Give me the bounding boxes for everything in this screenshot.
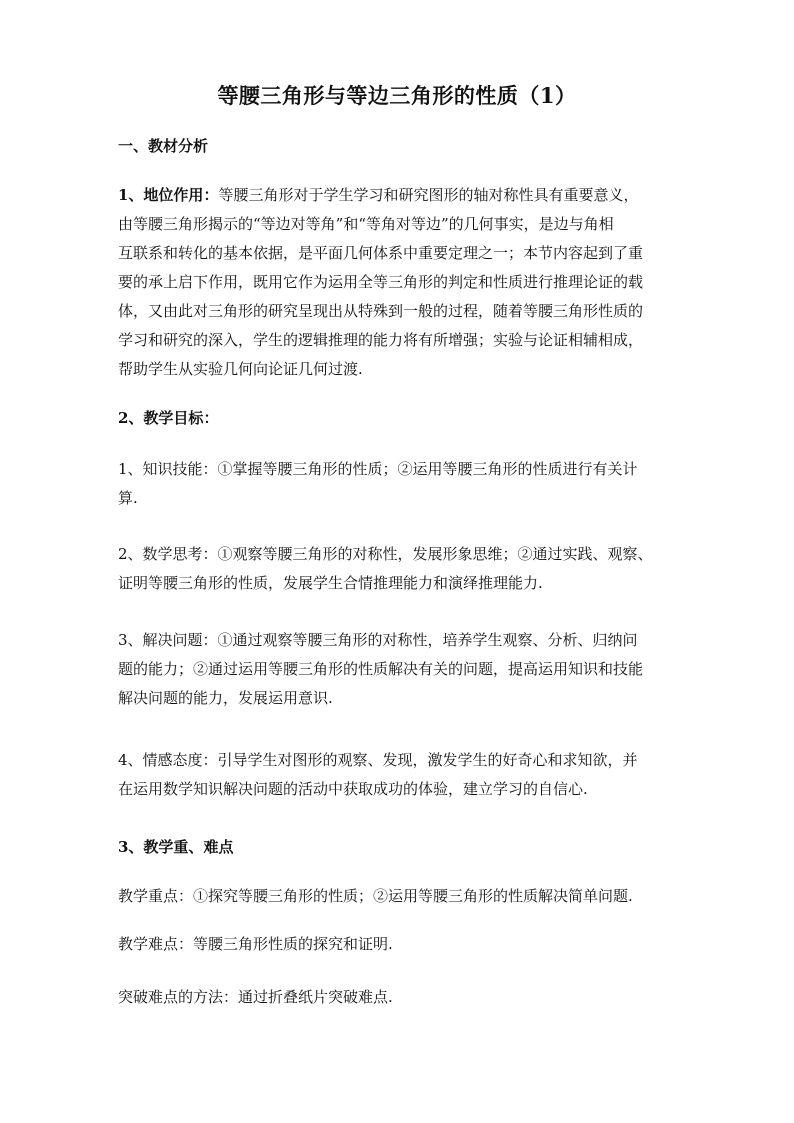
position-line-5: 体，又由此对三角形的研究呈现出从特殊到一般的过程，随着等腰三角形性质的	[118, 302, 644, 320]
position-line-1-text: 等腰三角形对于学生学习和研究图形的轴对称性具有重要意义，	[218, 186, 639, 204]
goal-attitude	[118, 746, 680, 804]
position-paragraph	[118, 181, 680, 384]
goals-heading: 2、教学目标：	[118, 409, 219, 427]
goal-4-line-1: 4、情感态度：引导学生对图形的观察、发现，激发学生的好奇心和求知欲，并	[118, 751, 638, 769]
difficulty-text: 教学难点：等腰三角形性质的探究和证明.	[118, 935, 393, 953]
position-line-7: 帮助学生从实验几何向论证几何过渡.	[118, 360, 363, 378]
position-line-4: 要的承上启下作用，既用它作为运用全等三角形的判定和性质进行推理论证的载	[118, 273, 644, 291]
goal-3-line-1: 3、解决问题：①通过观察等腰三角形的对称性，培养学生观察、分析、归纳问	[118, 631, 638, 649]
position-label: 1、地位作用：	[118, 186, 219, 204]
goal-3-line-3: 解决问题的能力，发展运用意识.	[118, 689, 333, 707]
key-point-text: 教学重点：①探究等腰三角形的性质；②运用等腰三角形的性质解决简单问题.	[118, 887, 633, 905]
section-heading-textbook-analysis: 一、教材分析	[118, 137, 209, 155]
goal-math-thinking	[118, 540, 680, 598]
keypoints-heading: 3、教学重、难点	[118, 838, 234, 856]
goal-4-line-2: 在运用数学知识解决问题的活动中获取成功的体验，建立学习的自信心.	[118, 780, 588, 798]
position-line-3: 互联系和转化的基本依据，是平面几何体系中重要定理之一；本节内容起到了重	[118, 244, 644, 262]
document-title: 等腰三角形与等边三角形的性质（1）	[217, 83, 577, 108]
position-line-2: 由等腰三角形揭示的“等边对等角”和“等角对等边”的几何事实，是边与角相	[118, 215, 614, 233]
goal-2-line-2: 证明等腰三角形的性质，发展学生合情推理能力和演绎推理能力.	[118, 574, 543, 592]
goal-problem-solving	[118, 626, 680, 713]
method-text: 突破难点的方法：通过折叠纸片突破难点.	[118, 988, 393, 1006]
goal-3-line-2: 题的能力；②通过运用等腰三角形的性质解决有关的问题，提高运用知识和技能	[118, 660, 644, 678]
goal-2-line-1: 2、数学思考：①观察等腰三角形的对称性，发展形象思维；②通过实践、观察、	[118, 545, 653, 563]
goal-knowledge-skills	[118, 455, 680, 513]
position-line-1	[118, 181, 680, 210]
goal-1-line-2: 算.	[118, 489, 138, 507]
goal-1-line-1: 1、知识技能：①掌握等腰三角形的性质；②运用等腰三角形的性质进行有关计	[118, 460, 638, 478]
position-line-6: 学习和研究的深入，学生的逻辑推理的能力将有所增强；实验与论证相辅相成，	[118, 331, 644, 349]
